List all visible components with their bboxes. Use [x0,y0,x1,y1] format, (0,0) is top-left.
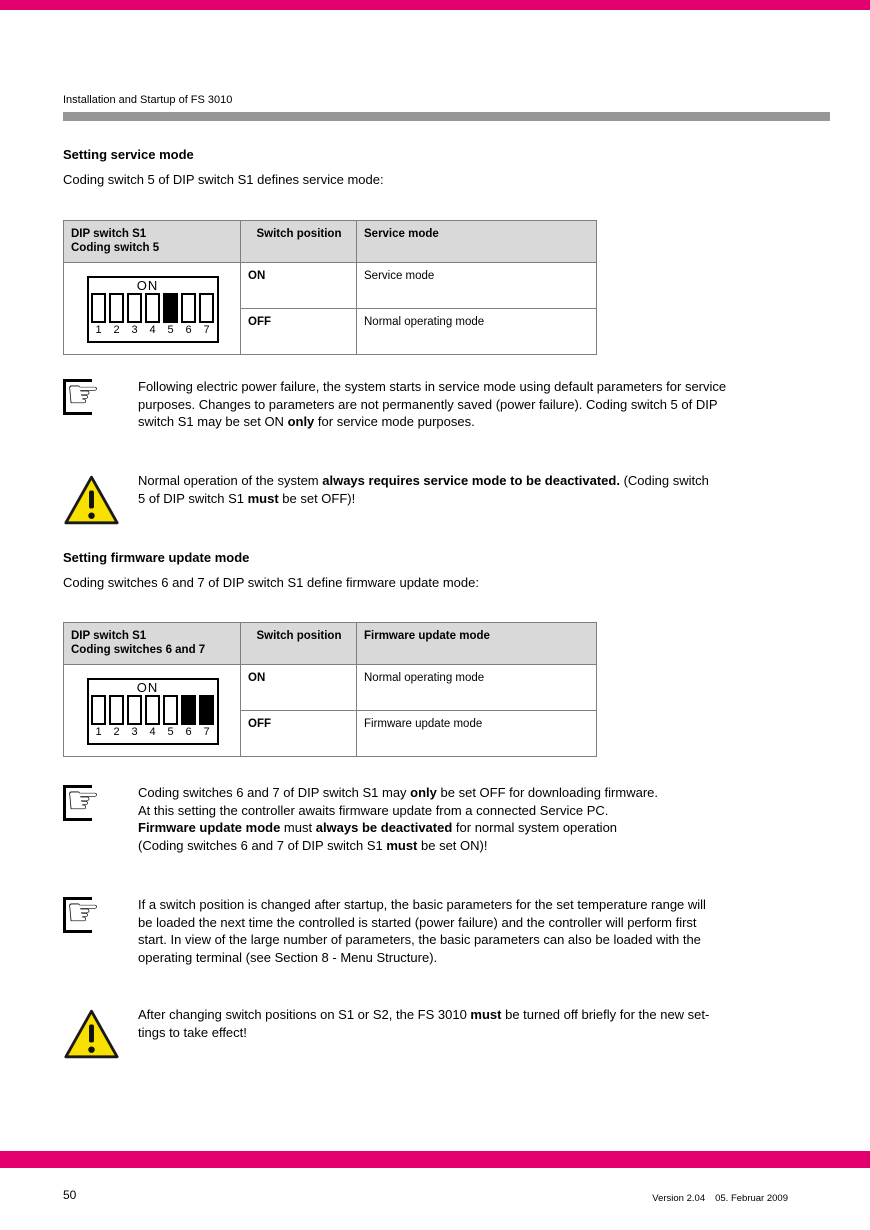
dip-on-label: ON [136,278,159,293]
table-header-dip-switch: DIP switch S1 Coding switch 5 [64,221,241,263]
dip-switch-numbers [89,324,217,336]
dip-switch-row [89,695,217,725]
mode-cell: Firmware update mode [357,711,597,757]
manicule-hand-icon: ☞ [63,897,92,933]
service-mode-table [63,220,597,355]
dip-switch-number: 7 [203,726,210,738]
dip-switch-6-off [181,293,196,323]
dip-switch-graphic [87,276,219,343]
table-header-switch-position: Switch position [241,221,357,263]
dip-switch-number: 6 [185,726,192,738]
version-info [652,1193,788,1204]
switch-position-cell: ON [241,263,357,309]
section-heading-service-mode: Setting service mode [63,147,194,162]
dip-switch-2-off [109,293,124,323]
note-text: Coding switches 6 and 7 of DIP switch S1 may only be set OFF for downloading firmware. At this setting the controller awaits firmware update from a connected Service PC. Firmware update mode must always be deactivated for normal system operation (Coding switches 6 and 7 of DIP switch S1 must be set ON)! [138,785,658,853]
table-header-switch-position: Switch position [241,623,357,665]
switch-position-cell: ON [241,665,357,711]
dip-switch-graphic [87,678,219,745]
dip-switch-4-off [145,293,160,323]
manicule-hand-icon: ☞ [63,379,92,415]
switch-position-cell: OFF [241,309,357,355]
warning-triangle-icon [63,1008,120,1060]
dip-switch-1-off [91,293,106,323]
dip-switch-3-off [127,695,142,725]
note-text: If a switch position is changed after startup, the basic parameters for the set temperature range will be loaded the next time the controlled is started (power failure) and the controller will perform first start. In view of the large number of parameters, the basic parameters can also be loaded with the operating terminal (see Section 8 - Menu Structure). [138,897,706,965]
dip-switch-number: 3 [131,726,138,738]
running-header: Installation and Startup of FS 3010 [63,94,233,106]
section-intro-firmware-update: Coding switches 6 and 7 of DIP switch S1 define firmware update mode: [63,575,479,590]
mode-cell: Normal operating mode [357,665,597,711]
dip-switch-number: 4 [149,324,156,336]
table-header-dip-switch: DIP switch S1 Coding switches 6 and 7 [64,623,241,665]
dip-switch-5-on [163,293,178,323]
warning [63,472,823,526]
dip-switch-number: 6 [185,324,192,336]
dip-switch-number: 2 [113,726,120,738]
dip-switch-6-on [181,695,196,725]
dip-graphic-cell [64,665,241,757]
table-header-row [64,623,597,665]
warning-text: Normal operation of the system always requires service mode to be deactivated. (Coding switch 5 of DIP switch S1 must be set OFF)! [138,473,709,506]
dip-switch-number: 7 [203,324,210,336]
dip-switch-4-off [145,695,160,725]
dip-switch-numbers [89,726,217,738]
dip-switch-1-off [91,695,106,725]
dip-switch-3-off [127,293,142,323]
dip-switch-2-off [109,695,124,725]
table-row [64,665,597,711]
note [63,372,823,431]
dip-switch-7-off [199,293,214,323]
dip-switch-5-off [163,695,178,725]
mode-cell: Service mode [357,263,597,309]
dip-switch-number: 2 [113,324,120,336]
switch-position-cell: OFF [241,711,357,757]
dip-switch-7-on [199,695,214,725]
note [63,778,823,854]
dip-switch-number: 1 [95,324,102,336]
note-text: Following electric power failure, the system starts in service mode using default parameters for service purposes. Changes to parameters are not permanently saved (power failure). Coding switch 5 of DIP switch S1 may be set ON only for service mode purposes. [138,379,727,429]
dip-graphic-cell [64,263,241,355]
page-number: 50 [63,1188,77,1202]
header-rule [63,112,830,121]
table-header-row [64,221,597,263]
table-row [64,263,597,309]
dip-switch-number: 4 [149,726,156,738]
top-accent-bar [0,0,870,10]
manicule-hand-icon: ☞ [63,785,92,821]
mode-cell: Normal operating mode [357,309,597,355]
version-label: Version 2.04 [652,1193,706,1204]
version-date: 05. Februar 2009 [715,1193,788,1204]
warning-triangle-icon [63,474,120,526]
bottom-accent-bar [0,1151,870,1168]
dip-switch-number: 1 [95,726,102,738]
dip-switch-row [89,293,217,323]
dip-switch-number: 3 [131,324,138,336]
section-heading-firmware-update: Setting firmware update mode [63,550,250,565]
dip-switch-number: 5 [167,324,174,336]
table-header-mode: Service mode [357,221,597,263]
warning [63,1006,823,1060]
table-header-mode: Firmware update mode [357,623,597,665]
section-intro-service-mode: Coding switch 5 of DIP switch S1 defines service mode: [63,172,384,187]
note [63,890,823,966]
dip-on-label: ON [136,680,159,695]
dip-switch-number: 5 [167,726,174,738]
warning-text: After changing switch positions on S1 or S2, the FS 3010 must be turned off briefly for the new set- tings to take effect! [138,1007,710,1040]
firmware-update-table [63,622,597,757]
